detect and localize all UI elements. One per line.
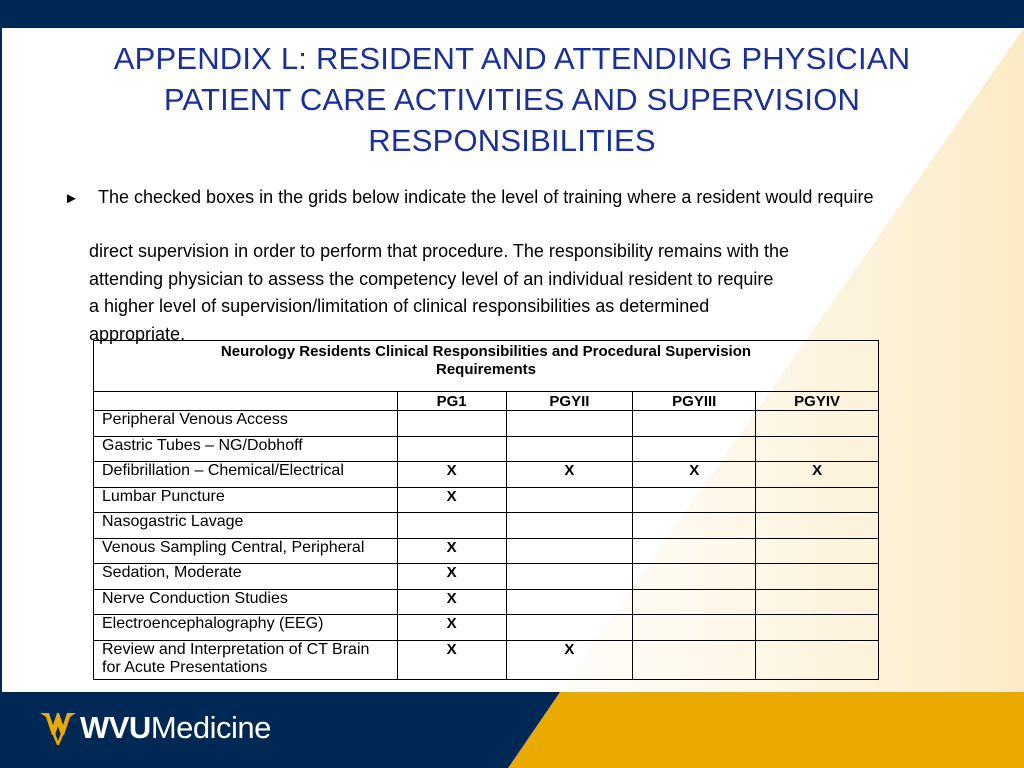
procedure-cell: Peripheral Venous Access xyxy=(94,411,398,437)
table-row xyxy=(94,640,879,679)
mark-cell xyxy=(756,564,879,590)
mark-cell xyxy=(756,615,879,641)
mark-cell xyxy=(756,538,879,564)
mark-cell: X xyxy=(397,640,506,679)
paragraph-line-2: attending physician to assess the competency level of an individual resident to require xyxy=(89,268,774,289)
body-paragraph xyxy=(89,238,889,348)
mark-cell: X xyxy=(397,615,506,641)
paragraph-line-1: direct supervision in order to perform that procedure. The responsibility remains with the xyxy=(89,241,789,261)
logo-medicine-text: Medicine xyxy=(150,710,271,745)
procedure-line-1: Review and Interpretation of CT Brain xyxy=(102,640,370,658)
procedure-cell: Nasogastric Lavage xyxy=(94,513,398,539)
procedure-cell: Sedation, Moderate xyxy=(94,564,398,590)
header-pgyiii: PGYIII xyxy=(633,392,756,411)
bullet-text: The checked boxes in the grids below indicate the level of training where a resident would require xyxy=(98,187,874,207)
title-line-3: RESPONSIBILITIES xyxy=(368,123,656,158)
mark-cell xyxy=(756,513,879,539)
mark-cell xyxy=(506,615,633,641)
mark-cell xyxy=(756,436,879,462)
table-header-row xyxy=(94,392,879,411)
procedure-cell: Defibrillation – Chemical/Electrical xyxy=(94,462,398,488)
table-row xyxy=(94,411,879,437)
mark-cell xyxy=(506,538,633,564)
procedure-cell: Electroencephalography (EEG) xyxy=(94,615,398,641)
title-line-1: APPENDIX L: RESIDENT AND ATTENDING PHYSICIAN xyxy=(113,41,911,76)
header-pgyiv: PGYIV xyxy=(756,392,879,411)
mark-cell: X xyxy=(506,462,633,488)
procedure-cell: Gastric Tubes – NG/Dobhoff xyxy=(94,436,398,462)
header-pgyii: PGYII xyxy=(506,392,633,411)
mark-cell xyxy=(633,564,756,590)
table-row xyxy=(94,487,879,513)
left-edge-line xyxy=(0,28,2,692)
mark-cell xyxy=(633,487,756,513)
table-caption xyxy=(94,341,879,392)
mark-cell xyxy=(756,487,879,513)
logo-wvu-text: WVU xyxy=(80,710,151,745)
mark-cell: X xyxy=(397,564,506,590)
wv-flying-wv-icon xyxy=(40,711,76,745)
header-pg1: PG1 xyxy=(397,392,506,411)
mark-cell xyxy=(397,513,506,539)
logo-wordmark xyxy=(80,710,271,746)
table-row xyxy=(94,513,879,539)
mark-cell: X xyxy=(756,462,879,488)
table-row xyxy=(94,538,879,564)
table-row xyxy=(94,615,879,641)
table-caption-line-2: Requirements xyxy=(435,361,537,378)
procedure-cell: Nerve Conduction Studies xyxy=(94,589,398,615)
header-procedure xyxy=(94,392,398,411)
mark-cell xyxy=(506,487,633,513)
bullet-point xyxy=(64,186,994,210)
supervision-table xyxy=(93,340,879,680)
mark-cell xyxy=(397,411,506,437)
mark-cell xyxy=(633,640,756,679)
title-line-2: PATIENT CARE ACTIVITIES AND SUPERVISION xyxy=(163,82,861,117)
mark-cell xyxy=(506,589,633,615)
paragraph-line-4: appropriate. xyxy=(89,323,186,344)
table-row xyxy=(94,564,879,590)
procedure-line-2: for Acute Presentations xyxy=(102,658,268,676)
mark-cell: X xyxy=(397,487,506,513)
table-row xyxy=(94,462,879,488)
mark-cell: X xyxy=(633,462,756,488)
table-caption-line-1: Neurology Residents Clinical Responsibilities and Procedural Supervision xyxy=(220,343,752,360)
slide-title xyxy=(40,38,984,161)
mark-cell: X xyxy=(397,462,506,488)
mark-cell xyxy=(397,436,506,462)
mark-cell xyxy=(756,640,879,679)
mark-cell: X xyxy=(397,538,506,564)
mark-cell xyxy=(756,589,879,615)
mark-cell xyxy=(506,411,633,437)
mark-cell xyxy=(633,615,756,641)
paragraph-line-3: a higher level of supervision/limitation of clinical responsibilities as determined xyxy=(89,296,710,316)
mark-cell xyxy=(633,589,756,615)
mark-cell xyxy=(633,513,756,539)
table-row xyxy=(94,589,879,615)
mark-cell xyxy=(633,411,756,437)
procedure-cell: Lumbar Puncture xyxy=(94,487,398,513)
procedure-cell xyxy=(94,640,398,679)
wvu-medicine-logo xyxy=(40,710,271,746)
procedure-cell: Venous Sampling Central, Peripheral xyxy=(94,538,398,564)
mark-cell xyxy=(756,411,879,437)
mark-cell xyxy=(506,513,633,539)
mark-cell: X xyxy=(397,589,506,615)
mark-cell xyxy=(506,564,633,590)
mark-cell xyxy=(633,436,756,462)
top-navy-bar xyxy=(0,0,1024,28)
mark-cell xyxy=(506,436,633,462)
mark-cell xyxy=(633,538,756,564)
bullet-arrow-icon: ► xyxy=(64,190,79,207)
table-row xyxy=(94,436,879,462)
mark-cell: X xyxy=(506,640,633,679)
